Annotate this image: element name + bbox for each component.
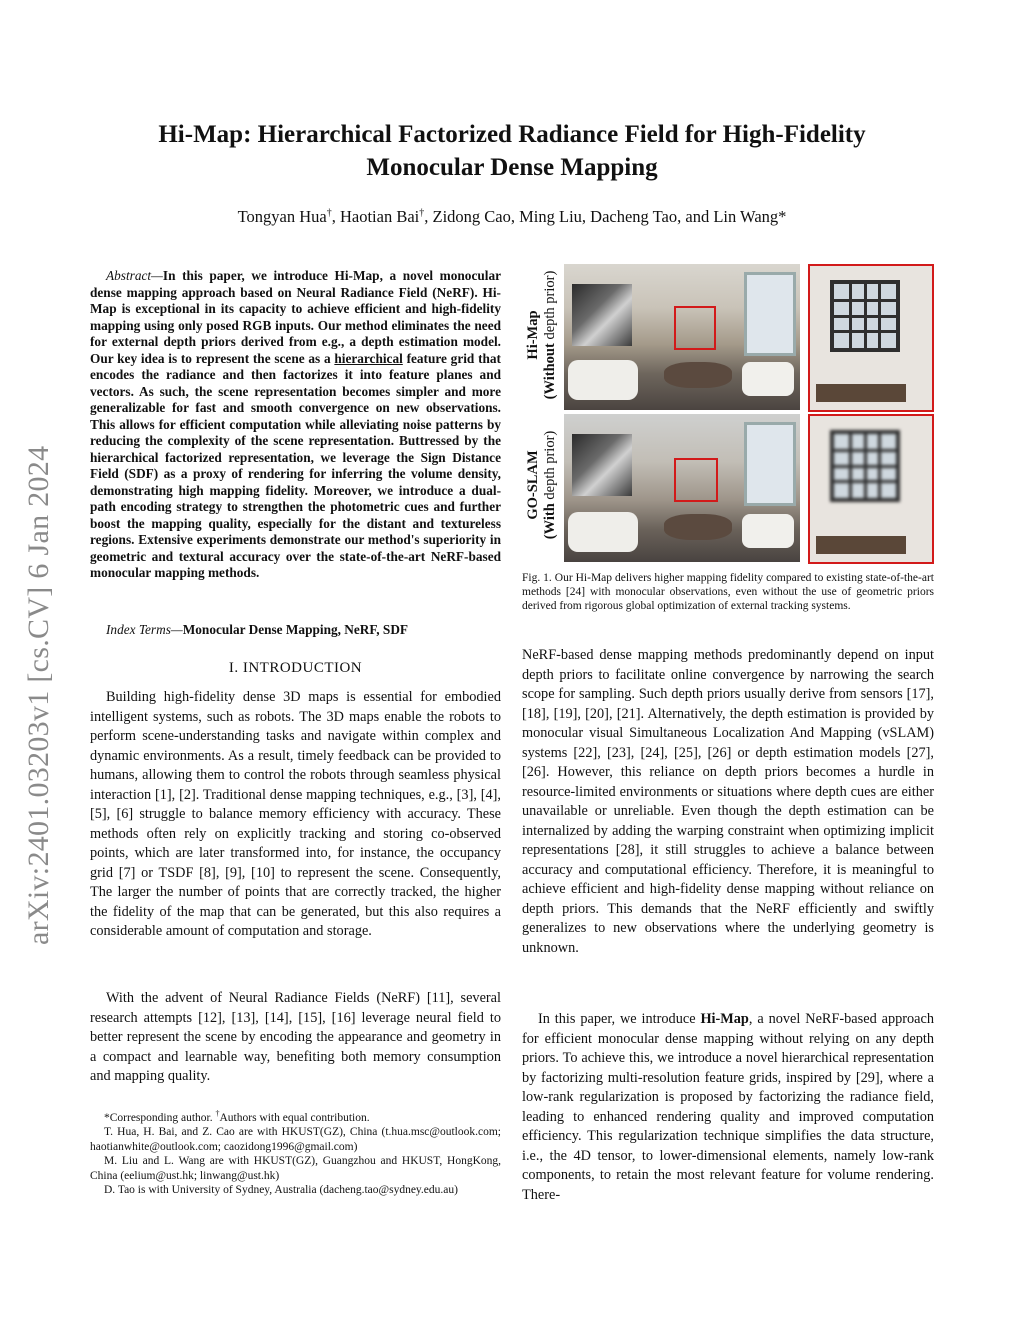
author-2: Haotian Bai (339, 207, 420, 226)
footnote-affiliation-3: D. Tao is with University of Sydney, Australia (dacheng.tao@sydney.edu.au) (104, 1184, 458, 1197)
abstract-text-2: feature grid that encodes the radiance and then factorizes it into feature planes and vectors. As such, the scene representation becomes simpler and more generalizable for fast and smooth convergence on new observations. This allows for efficient computation while alleviating noise patterns by reducing the complexity of the scene representation. Buttressed by the hierarchical factorized representation, we leverage the Sign Distance Field (SDF) as a proxy of rendering for inferring the volume density, demonstrating high mapping fidelity. Moreover, we introduce a dual-path encoding strategy to strengthen the photometric cues and further boost the mapping quality, especially for the distant and textureless regions. Extensive experiments demonstrate our method's superiority in geometric and textural accuracy over the state-of-the-art NeRF-based monocular mapping methods. (90, 350, 501, 580)
footnote-corresponding: *Corresponding author. †Authors with equal contribution. (104, 1109, 370, 1124)
abstract-label: Abstract— (106, 268, 163, 283)
intro-paragraph-1: Building high-fidelity dense 3D maps is essential for embodied intelligent systems, such as robots. The 3D maps enable the robots to perform scene-understanding tasks and navigate within complex and dynamic environments. As a result, timely feedback can be provided to humans, allowing them to control the robots through seamless physical interaction [1], [2]. Traditional dense mapping techniques, e.g., [3], [4], [5], [6] struggle to balance memory efficiency with accuracy. These methods often rely on explicitly tracking and storing co-observed points, which are later transformed into, for instance, the occupancy grid [7] or TSDF [8], [9], [10] to represent the scene. Consequently, The larger the number of points that are correctly tracked, the higher the fidelity of the map that can be generated, but this also requires a considerable amount of computation and storage. (90, 689, 501, 939)
window-detail (830, 430, 900, 502)
author-list: Tongyan Hua†, Haotian Bai†, Zidong Cao, Ming Liu, Dacheng Tao, and Lin Wang* (237, 207, 787, 226)
goslam-render-image (564, 414, 800, 562)
sofa (742, 362, 794, 396)
author-rest: Zidong Cao, Ming Liu, Dacheng Tao, and Lin Wang* (432, 207, 787, 226)
himap-bold: Hi-Map (700, 1011, 749, 1027)
arxiv-identifier: arXiv:2401.03203v1 [cs.CV] 6 Jan 2024 (22, 445, 55, 945)
coffee-table (664, 362, 732, 388)
himap-render-image (564, 264, 800, 410)
goslam-zoom-crop (808, 414, 934, 564)
shelf (816, 384, 906, 402)
right-paragraph-2: In this paper, we introduce Hi-Map, a novel NeRF-based approach for efficient monocular dense mapping without relying on any depth priors. To achieve this, we introduce a novel hierarchical representation by factorizing multi-resolution feature grids, inspired by [29], where a low-rank regularization is proposed by factorizing the radiance field, leading to enhanced rendering quality and improved computation efficiency. This regularization technique simplifies the data structure, i.e., the 4D tensor, to lower-dimensional elements, namely low-rank components, to retain the most relevant feature for volume rendering. There- (522, 1011, 934, 1203)
sofa (568, 512, 638, 552)
index-terms (90, 622, 501, 638)
section-heading: I. INTRODUCTION (228, 660, 363, 676)
sofa (568, 360, 638, 400)
footnote-affiliation-1: T. Hua, H. Bai, and Z. Cao are with HKUST(GZ), China (t.hua.msc@outlook.com; haotianwhite@outlook.com; caozidong1996@gmail.com) (90, 1126, 501, 1153)
himap-zoom-crop (808, 264, 934, 412)
window (744, 422, 796, 506)
abstract (90, 268, 501, 582)
zoom-region-box (674, 458, 718, 502)
figure-caption: Fig. 1. Our Hi-Map delivers higher mapping fidelity compared to existing state-of-the-art methods [24] with monocular observations, even without the use of geometric priors derived from rigorous global optimization of external tracking systems. (522, 572, 934, 612)
abstract-underlined: hierarchical (334, 350, 403, 366)
abstract-text-1: In this paper, we introduce Hi-Map, a novel monocular dense mapping approach based on Neural Radiance Field (NeRF). Hi-Map is exceptional in its capacity to achieve efficient and high-fidelity mapping using only posed RGB inputs. Our method eliminates the need for external depth priors derived from e.g., a depth estimation model. Our key idea is to represent the scene as a (90, 268, 501, 366)
wall-painting (572, 434, 632, 496)
sofa (742, 514, 794, 548)
intro-paragraph-2: With the advent of Neural Radiance Fields (NeRF) [11], several research attempts [12], [13], [14], [15], [16] leverage neural field to better represent the scene by encoding the appearance and geometry in a compact and learnable way, benefiting both memory consumption and mapping quality. (90, 990, 501, 1084)
row-label-himap: Hi-Map (Without depth prior) (525, 270, 558, 400)
index-terms-label: Index Terms— (106, 622, 183, 637)
window-detail (830, 280, 900, 352)
paper-title: Hi-Map: Hierarchical Factorized Radiance Field for High-Fidelity Monocular Dense Mapping (158, 121, 866, 181)
shelf (816, 536, 906, 554)
wall-painting (572, 284, 632, 346)
window (744, 272, 796, 356)
footnotes (90, 1107, 501, 1198)
author-1: Tongyan Hua (237, 207, 327, 226)
row-label-goslam: GO-SLAM (With depth prior) (525, 430, 558, 540)
footnote-affiliation-2: M. Liu and L. Wang are with HKUST(GZ), Guangzhou and HKUST, HongKong, China (eelium@ust.hk; linwang@ust.hk) (90, 1155, 501, 1182)
coffee-table (664, 514, 732, 540)
right-paragraph-1: NeRF-based dense mapping methods predominantly depend on input depth priors to facilitate online convergence by narrowing the search scope for sampling. Such depth priors usually derive from sensors [17], [18], [19], [20], [21]. Alternatively, the depth estimation is provided by monocular visual Simultaneous Localization And Mapping (vSLAM) systems [22], [23], [24], [25], [26] or depth estimation models [27], [26]. However, this reliance on depth priors becomes a hurdle in resource-limited environments or situations where depth cues are either unavailable or unreliable. Even though the depth estimation can be internalized by adding the warping constraint when optimizing implicit representations [28], it still struggles to achieve a balance between accuracy and computational efficiency. Therefore, it is meaningful to achieve efficient and high-fidelity dense mapping without reliance on depth priors. This demands that the NeRF efficiently and swiftly generalizes to new observations where the underlying geometry is unknown. (522, 647, 934, 956)
dagger-mark: † (326, 207, 332, 219)
dagger-mark: † (419, 207, 425, 219)
figure-1 (522, 262, 934, 566)
index-terms-text: Monocular Dense Mapping, NeRF, SDF (182, 622, 409, 637)
zoom-region-box (674, 306, 716, 350)
